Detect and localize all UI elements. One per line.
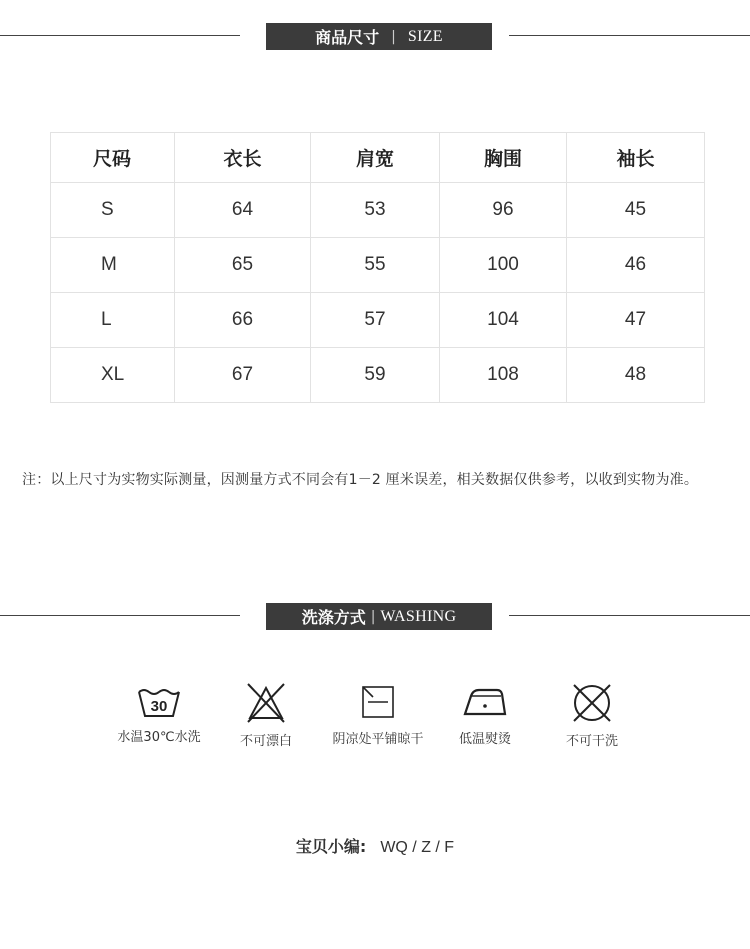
table-cell: 104 [440, 293, 567, 348]
divider-right [509, 35, 750, 36]
header-sleeve: 袖长 [567, 133, 705, 183]
wash-item-30c [99, 682, 219, 745]
editor-credit [0, 834, 750, 857]
table-cell: 108 [440, 348, 567, 403]
editor-value: WQ / Z / F [380, 839, 455, 856]
wash-item-iron-low [425, 682, 545, 747]
table-cell: 66 [175, 293, 311, 348]
wash-label: 水温30℃水洗 [117, 730, 201, 745]
header-chest: 胸围 [440, 133, 567, 183]
table-row [51, 348, 705, 403]
table-cell: S [51, 183, 175, 238]
wash-label: 阴凉处平铺晾干 [332, 732, 424, 747]
wash-item-no-bleach [206, 682, 326, 749]
header-length: 衣长 [175, 133, 311, 183]
table-cell: 65 [175, 238, 311, 293]
table-cell: 59 [311, 348, 440, 403]
table-row [51, 238, 705, 293]
size-banner [266, 23, 492, 50]
size-table [50, 132, 705, 403]
table-cell: 45 [567, 183, 705, 238]
header-shoulder: 肩宽 [311, 133, 440, 183]
table-cell: 53 [311, 183, 440, 238]
table-cell: 47 [567, 293, 705, 348]
table-cell: 55 [311, 238, 440, 293]
table-cell: 64 [175, 183, 311, 238]
divider-left [0, 615, 240, 616]
size-section-header [0, 23, 750, 51]
wash-label: 不可干洗 [565, 734, 618, 749]
washing-section-header [0, 603, 750, 631]
size-title-cn: 商品尺寸 [315, 28, 380, 47]
wash-item-no-dry-clean [532, 682, 652, 749]
washing-title-cn: 洗涤方式 [301, 608, 366, 627]
washing-title-en: WASHING [380, 607, 457, 625]
table-row [51, 293, 705, 348]
header-size: 尺码 [51, 133, 175, 183]
editor-label: 宝贝小编: [295, 837, 367, 856]
no-bleach-icon [244, 682, 288, 724]
svg-text:30: 30 [150, 698, 168, 715]
table-cell: XL [51, 348, 175, 403]
divider-right [509, 615, 750, 616]
table-row [51, 183, 705, 238]
table-cell: M [51, 238, 175, 293]
title-separator: | [370, 608, 376, 625]
size-title-en: SIZE [407, 27, 443, 45]
table-cell: 100 [440, 238, 567, 293]
table-cell: L [51, 293, 175, 348]
wash-item-dry-flat [318, 682, 438, 747]
table-cell: 48 [567, 348, 705, 403]
table-cell: 67 [175, 348, 311, 403]
washing-banner [266, 603, 492, 630]
iron-low-icon [461, 682, 509, 722]
table-cell: 57 [311, 293, 440, 348]
table-header-row [51, 133, 705, 183]
dry-flat-shade-icon [358, 682, 398, 722]
title-separator: | [391, 28, 396, 45]
table-cell: 96 [440, 183, 567, 238]
measurement-note: 注：以上尺寸为实物实际测量，因测量方式不同会有1－2 厘米误差，相关数据仅供参考，以收到实物为准。 [22, 472, 699, 488]
wash-label: 低温熨烫 [458, 732, 511, 747]
no-dry-clean-icon [570, 682, 614, 724]
wash-label: 不可漂白 [239, 734, 292, 749]
table-cell: 46 [567, 238, 705, 293]
divider-left [0, 35, 240, 36]
wash-30-icon [135, 682, 183, 720]
